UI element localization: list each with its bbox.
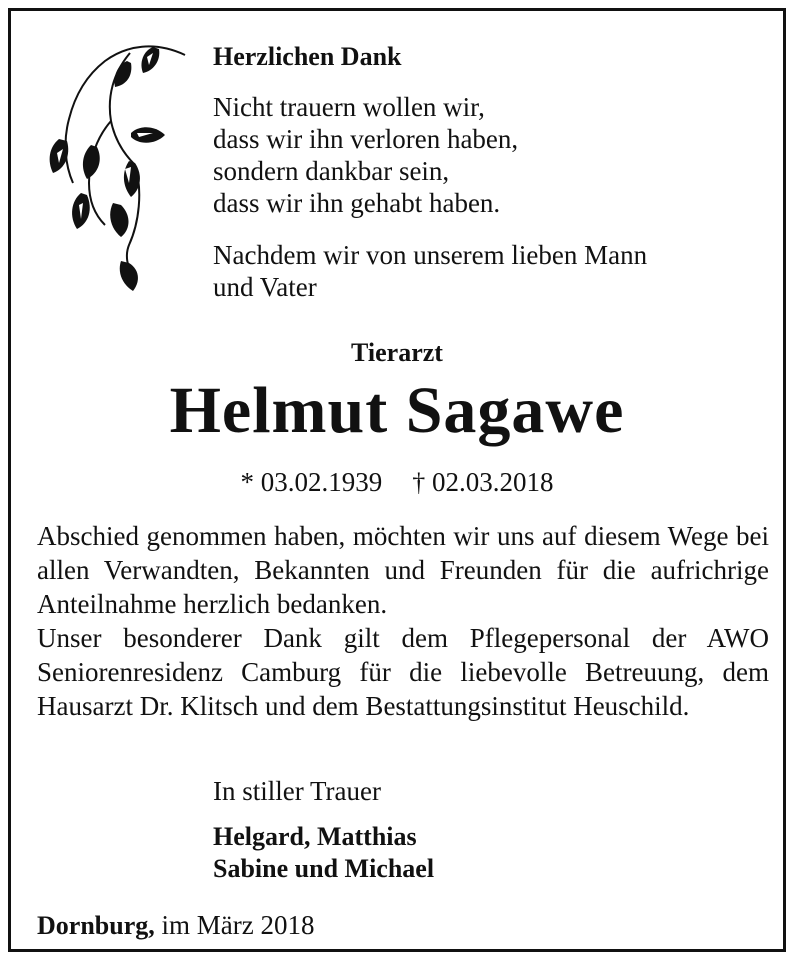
mourners-section bbox=[213, 775, 753, 885]
birth-date: * 03.02.1939 bbox=[240, 467, 383, 497]
mourner-names bbox=[213, 821, 753, 885]
life-dates bbox=[11, 465, 783, 500]
mourner-line: Sabine und Michael bbox=[213, 854, 435, 883]
mourning-lead: In stiller Trauer bbox=[213, 776, 381, 806]
thanks-heading: Herzlichen Dank bbox=[213, 42, 402, 71]
place-date bbox=[37, 909, 314, 942]
birch-branch-icon bbox=[35, 33, 195, 295]
intro-line: Nachdem wir von unserem lieben Mann bbox=[213, 240, 648, 270]
date: im März 2018 bbox=[161, 910, 315, 940]
header-section bbox=[213, 41, 773, 303]
mourner-line: Helgard, Matthias bbox=[213, 822, 417, 851]
intro-line: und Vater bbox=[213, 272, 317, 302]
verse-line: sondern dankbar sein, bbox=[213, 156, 450, 186]
place: Dornburg, bbox=[37, 911, 155, 940]
verse bbox=[213, 91, 773, 219]
thanks-paragraph: Unser besonderer Dank gilt dem Pflegepersonal der AWO Seniorenresidenz Camburg für die liebevolle Betreuung, dem Hausarzt Dr. Klitsch und dem Bestattungsinstitut Heuschild. bbox=[37, 623, 769, 721]
obituary-card bbox=[8, 8, 786, 952]
deceased-name: Helmut Sagawe bbox=[169, 374, 625, 447]
verse-line: dass wir ihn verloren haben, bbox=[213, 124, 519, 154]
verse-line: dass wir ihn gehabt haben. bbox=[213, 188, 501, 218]
thanks-body bbox=[37, 519, 769, 723]
cross-icon: † bbox=[412, 468, 426, 497]
verse-line: Nicht trauern wollen wir, bbox=[213, 92, 485, 122]
profession-title: Tierarzt bbox=[351, 338, 443, 367]
intro-text bbox=[213, 239, 773, 303]
thanks-paragraph: Abschied genommen haben, möchten wir uns auf diesem Wege bei allen Verwandten, Bekannten und Freunden für die aufrichrige Anteilnahme herzlich bedanken. bbox=[37, 521, 769, 619]
death-date: 02.03.2018 bbox=[432, 467, 554, 497]
